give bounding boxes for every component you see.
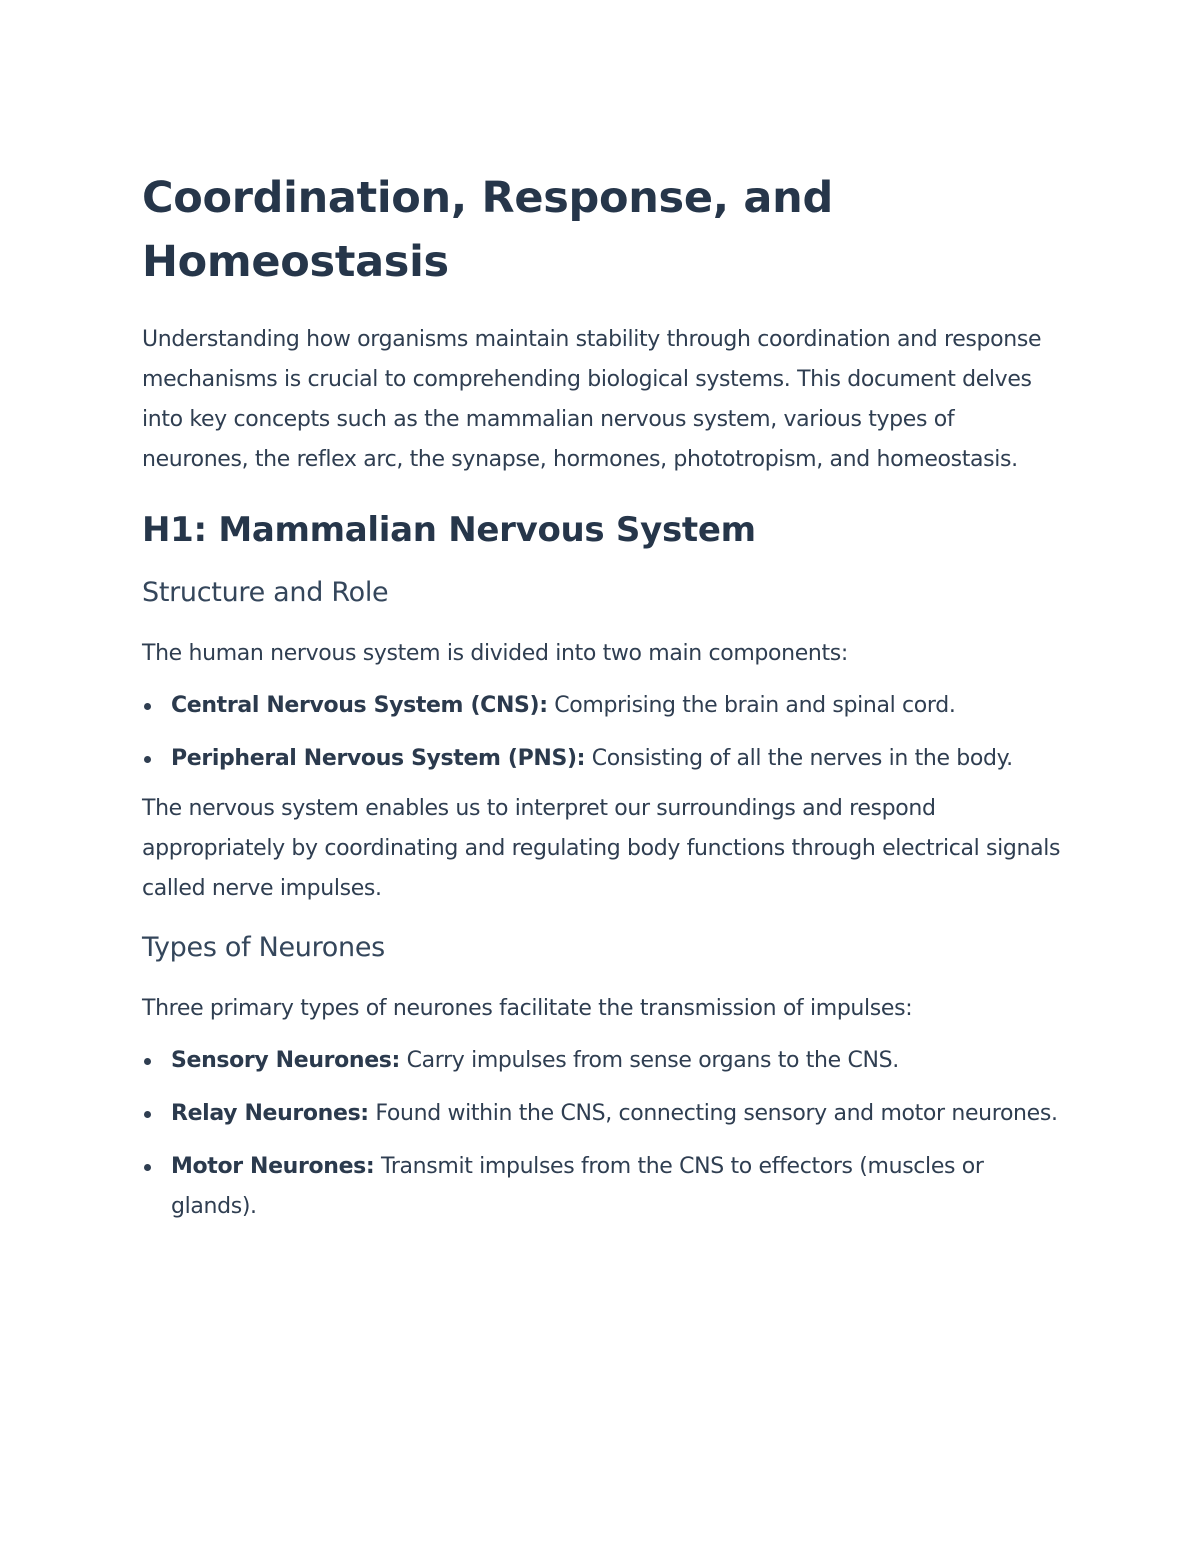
list-item-text: Carry impulses from sense organs to the CNS. xyxy=(399,1048,899,1073)
list-item-motor-neurones xyxy=(142,1147,1062,1227)
nervous-system-components-list xyxy=(142,686,1062,779)
list-item-text: Consisting of all the nerves in the body. xyxy=(585,746,1013,771)
list-item-term: Central Nervous System (CNS): xyxy=(171,693,548,718)
document-page xyxy=(142,166,1062,1227)
bullet-icon xyxy=(144,756,151,763)
neurones-lead-paragraph: Three primary types of neurones facilitate the transmission of impulses: xyxy=(142,996,913,1021)
list-item-term: Motor Neurones: xyxy=(171,1154,375,1179)
list-item-text: Transmit impulses from the CNS to effectors (muscles or glands). xyxy=(171,1154,984,1219)
nervous-system-function-paragraph: The nervous system enables us to interpret our surroundings and respond appropriately by coordinating and regulating body functions through electrical signals called nerve impulses. xyxy=(142,796,1061,901)
list-item-relay-neurones xyxy=(142,1094,1062,1134)
list-item-term: Peripheral Nervous System (PNS): xyxy=(171,746,586,771)
neurone-types-list xyxy=(142,1041,1062,1227)
subheading-types-of-neurones: Types of Neurones xyxy=(142,932,385,963)
list-item-term: Sensory Neurones: xyxy=(171,1048,400,1073)
document-title: Coordination, Response, and Homeostasis xyxy=(142,173,833,287)
bullet-icon xyxy=(144,703,151,710)
bullet-icon xyxy=(144,1164,151,1171)
bullet-icon xyxy=(144,1058,151,1065)
list-item-text: Comprising the brain and spinal cord. xyxy=(547,693,956,718)
list-item-cns xyxy=(142,686,1062,726)
list-item-term: Relay Neurones: xyxy=(171,1101,369,1126)
subheading-structure-and-role: Structure and Role xyxy=(142,577,389,608)
list-item-pns xyxy=(142,739,1062,779)
bullet-icon xyxy=(144,1111,151,1118)
intro-paragraph: Understanding how organisms maintain stability through coordination and response mechanisms is crucial to comprehending biological systems. This document delves into key concepts such as the mammalian nervous system, various types of neurones, the reflex arc, the synapse, hormones, phototropism, and homeostasis. xyxy=(142,327,1042,472)
structure-lead-paragraph: The human nervous system is divided into two main components: xyxy=(142,641,848,666)
list-item-text: Found within the CNS, connecting sensory and motor neurones. xyxy=(368,1101,1058,1126)
list-item-sensory-neurones xyxy=(142,1041,1062,1081)
section-heading-nervous-system: H1: Mammalian Nervous System xyxy=(142,510,756,550)
